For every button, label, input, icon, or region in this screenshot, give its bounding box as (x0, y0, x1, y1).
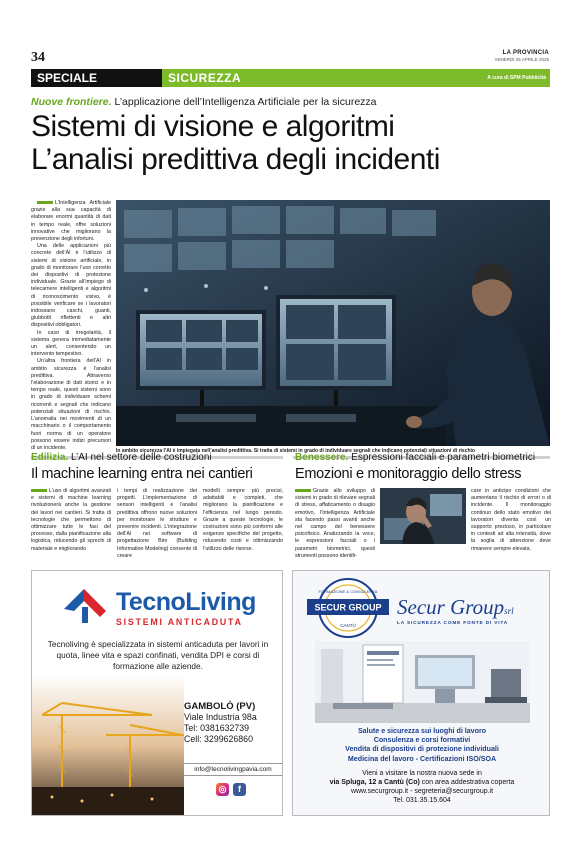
tecnoliving-contact (184, 701, 280, 745)
lead-marker (295, 489, 311, 492)
main-kicker (31, 96, 377, 108)
main-kicker-text: L’applicazione dell’Intelligenza Artificiale per la sicurezza (114, 96, 377, 108)
ad-securgroup[interactable] (292, 570, 550, 816)
securgroup-service: Vendita di dispositivi di protezione individuali (345, 745, 499, 754)
securgroup-brand: Secur Groupsrl (397, 595, 514, 619)
publication-name: LA PROVINCIA (502, 50, 549, 56)
main-article-body (31, 200, 111, 452)
main-paragraph: In caso di irregolarità, il sistema genera immediatamente un alert, consentendo un intervento tempestivo. (31, 329, 111, 358)
securgroup-visit (299, 769, 545, 805)
section-label: SPECIALE (31, 69, 162, 87)
tecnoliving-social (216, 783, 246, 796)
benessere-kicker-lead: Benessere. (295, 452, 349, 463)
publication-date: VENERDÌ 25 APRILE 2025 (494, 57, 549, 62)
securgroup-photo-training (315, 641, 530, 723)
securgroup-services (301, 727, 543, 764)
tecnoliving-email[interactable]: info@tecnolivingpavia.com (184, 763, 282, 776)
stressed-worker-illustration (380, 488, 466, 544)
lead-marker (37, 201, 53, 204)
training-room-illustration (315, 641, 530, 723)
lead-marker (31, 489, 47, 492)
section-topic: SICUREZZA (168, 71, 242, 85)
main-headline-line1: Sistemi di visione e algoritmi (31, 110, 395, 143)
construction-cranes-illustration (32, 675, 184, 816)
benessere-kicker-text: Espressioni facciali e parametri biometrici (351, 452, 536, 463)
tecnoliving-brand: TecnoLiving (116, 588, 256, 616)
tecnoliving-subtitle: SISTEMI ANTICADUTA (116, 617, 243, 627)
securgroup-service: Salute e sicurezza sui luoghi di lavoro (357, 727, 487, 735)
publication-header (494, 50, 549, 62)
tecnoliving-cell[interactable]: Cell: 3299626860 (184, 734, 253, 744)
edilizia-headline: Il machine learning entra nei cantieri (31, 466, 253, 482)
page-number: 34 (31, 50, 45, 65)
main-paragraph: Una delle applicazioni più concrete dell’AI è l’utilizzo di sistemi di visione artificiale, in grado di monitorare l’uso corretto dei dispositivi di protezione individuale. Grazie all’impiego di telecamere intelligenti e algoritmi di riconoscimento visivo, è possibile verificare se i lavoratori indossano caschi, guanti, giubbotti riflettenti e altri dispositivi obbligatori. (31, 243, 111, 329)
securgroup-emblem-top: FORMAZIONE & CONSULENZA (318, 589, 378, 594)
edilizia-column: modelli sempre più precisi, adattabili e completi, che migliorano la pianificazione e l’efficienza nel lungo periodo. Grazie a queste tecnologie, le costruzioni sono più conformi alle esigenze specifiche del progetto, riducendo costi e ottimizzando l’utilizzo delle risorse. (203, 488, 283, 552)
tecnoliving-phone[interactable]: Tel: 0381632739 (184, 723, 250, 733)
securgroup-tagline: LA SICUREZZA COME FONTE DI VITA (397, 621, 508, 626)
instagram-icon[interactable]: ◎ (216, 783, 229, 796)
section-credit: A cura di SPM Pubblicità (487, 75, 546, 81)
tecnoliving-address: Viale Industria 98a (184, 712, 257, 722)
main-photo-caption: In ambito sicurezza l’AI è impiegata nell’analisi predittiva. Si tratta di sistemi in grado di individuare segnali che indicano potenziali situazioni di rischio (116, 448, 475, 454)
section-bar (31, 69, 550, 87)
securgroup-emblem-icon (303, 577, 393, 639)
benessere-column: Grazie allo sviluppo di sistemi in grado di rilevare segnali di stress, affaticamento o disagio emotivo, l’Intelligenza Artificiale sta facendo passi avanti anche nel campo del benessere psicofisico. Analizzando la voce, le espressioni facciali o i parametri biometrici, questi strumenti possono identifi- (295, 488, 375, 559)
benessere-photo-stress (380, 488, 466, 544)
benessere-headline: Emozioni e monitoraggio dello stress (295, 466, 522, 482)
main-kicker-lead: Nuove frontiere. (31, 96, 112, 108)
edilizia-kicker-text: L’AI nel settore delle costruzioni (71, 452, 212, 463)
main-paragraph: L’Intelligenza Artificiale grazie alla sua capacità di elaborare enormi quantità di dati in tempo reale, offre soluzioni innovative che migliorano la prevenzione degli infortuni. (31, 200, 111, 243)
securgroup-emblem-name: SECUR GROUP (314, 602, 382, 613)
benessere-column: care in anticipo condizioni che aumentano il rischio di errori o di incidente. Il monitoraggio continuo dello stato emotivo dei lavoratori diventa così un supporto prezioso, in particolare in contesti ad alta intensità, dove la soglia di attenzione deve rimanere sempre elevata. (471, 488, 551, 552)
securgroup-visit-line2: via Spluga, 12 a Cantù (Co) con area addestrativa coperta (329, 779, 515, 786)
edilizia-column: L’uso di algoritmi avanzati e sistemi di machine learning rivoluzionerà anche la gestione dei lavori nei cantieri. Si tratta di tecnologie che permettono di ottimizzare tutte le fasi del processo, dalla pianificazione alla logistica, riducendo gli sprechi di materiale e migliorando (31, 488, 111, 552)
main-paragraph: Un’altra frontiera dell’AI in ambito sicurezza è l’analisi predittiva. Attraverso l’elaborazione di dati storici e in tempo reale, questi sistemi sono in grado di individuare schemi ricorrenti e segnali che indicano potenziali situazioni di rischio. L’anomalia nei movimenti di un macchinario o il comportamento fuori norma di un operatore possono essere indizi precursori di un incidente. (31, 358, 111, 451)
control-room-illustration (116, 200, 550, 446)
tecnoliving-logo-icon (60, 583, 112, 627)
securgroup-service: Medicina del lavoro - Certificazioni ISO/SOA (347, 754, 497, 763)
benessere-kicker (295, 452, 535, 463)
securgroup-visit-line1: Vieni a visitare la nostra nuova sede in (362, 770, 482, 777)
tecnoliving-description: Tecnoliving è specializzata in sistemi anticaduta per lavori in quota, linee vita e spazi confinati, vendita DPI e corsi di formazione alle aziende. (47, 639, 269, 671)
edilizia-kicker (31, 452, 212, 463)
securgroup-service: Consulenza e corsi formativi (373, 736, 471, 745)
ad-tecnoliving[interactable] (31, 570, 283, 816)
main-headline-line2: L’analisi predittiva degli incidenti (31, 143, 440, 176)
securgroup-phone[interactable]: Tel. 031.35.15.604 (393, 797, 451, 804)
facebook-icon[interactable]: f (233, 783, 246, 796)
edilizia-column: i tempi di realizzazione dei progetti. L’implementazione di sensori intelligenti e l’analisi predittiva offrono nuove soluzioni per monitorare le strutture e prevenire incidenti. L’integrazione dell’AI nei software di progettazione Bim (Building Information Modeling) consente di creare (117, 488, 197, 559)
main-photo-control-room (116, 200, 550, 446)
edilizia-body (31, 488, 283, 560)
main-headline (31, 110, 440, 176)
securgroup-emblem-bottom: CANTÙ (340, 623, 356, 628)
tecnoliving-photo-cranes (32, 675, 184, 816)
securgroup-web[interactable]: www.securgroup.it - segreteria@securgroup.it (350, 788, 494, 795)
tecnoliving-city: GAMBOLÒ (PV) (184, 701, 256, 712)
edilizia-kicker-lead: Edilizia. (31, 452, 69, 463)
